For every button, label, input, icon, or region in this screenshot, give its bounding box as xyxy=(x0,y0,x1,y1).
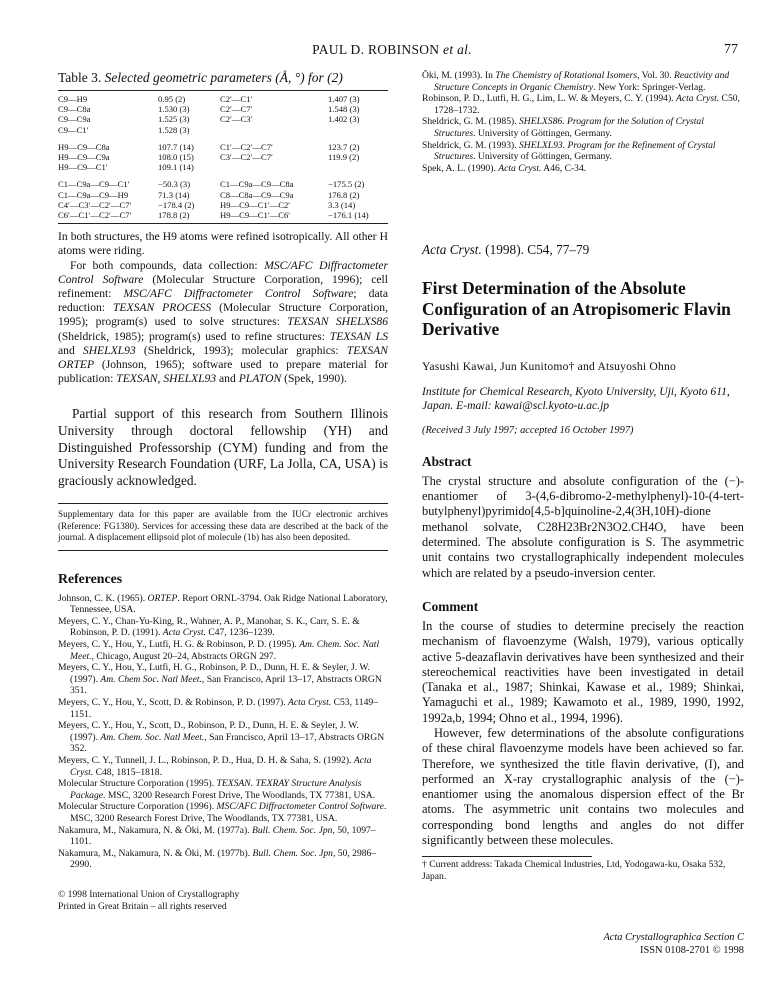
journal-citation xyxy=(422,242,744,258)
table-group-gap xyxy=(58,172,388,179)
footnote-text: † Current address: Takada Chemical Industries, Ltd, Yodogawa-ku, Osaka 532, Japan. xyxy=(422,859,726,882)
parameter-value: 178.8 (2) xyxy=(158,210,190,221)
acknowledgement: Partial support of this research from Southern Illinois University through doctoral fellowship (YH) and Distinguished Professorship (CYM) funding and from the University Research Foundation (URF, La Jolla, CA, USA) is graciously acknowledged. xyxy=(58,406,388,488)
parameter-value: −176.1 (14) xyxy=(328,210,369,221)
parameter-value: 176.8 (2) xyxy=(328,189,360,200)
copyright-line: © 1998 International Union of Crystallography xyxy=(58,888,240,900)
parameter-value xyxy=(328,125,388,135)
parameter-value: 123.7 (2) xyxy=(328,141,360,152)
reference-item: Johnson, C. K. (1965). ORTEP. Report ORNL-3794. Oak Ridge National Laboratory, Tennessee, USA. xyxy=(58,592,388,616)
copyright-block xyxy=(58,889,388,913)
parameter-value: 119.9 (2) xyxy=(328,152,360,163)
table-row xyxy=(58,142,388,152)
references-list xyxy=(58,593,388,871)
running-title-suffix: et al. xyxy=(443,42,472,57)
parameter-label xyxy=(220,125,328,135)
table-row xyxy=(58,190,388,200)
parameter-value: 1.530 (3) xyxy=(158,104,190,115)
parameter-value: −50.3 (3) xyxy=(158,179,191,190)
parameter-label: C3′—C2′—C7′ xyxy=(220,152,273,163)
parameter-label: C9—C8a xyxy=(58,104,91,115)
abstract-heading: Abstract xyxy=(422,453,472,469)
parameter-label xyxy=(220,162,328,172)
reference-item: Meyers, C. Y., Hou, Y., Lutfi, H. G., Robinson, P. D., Dunn, H. E. & Seyler, J. W. (1997). Am. Chem Soc. Natl Meet., San Francisco, April 13–17, Abstracts ORGN 351. xyxy=(58,662,382,697)
parameter-label: C6′—C1′—C2′—C7′ xyxy=(58,210,132,221)
parameter-value: −178.4 (2) xyxy=(158,199,195,210)
parameter-value: 3.3 (14) xyxy=(328,199,356,210)
left-column xyxy=(58,70,388,913)
table-row xyxy=(58,125,388,135)
parameter-value: −175.5 (2) xyxy=(328,179,365,190)
reference-item: Spek, A. L. (1990). Acta Cryst. A46, C-34. xyxy=(422,162,587,174)
supplementary-note: Supplementary data for this paper are available from the IUCr electronic archives (Reference: FG1380). Services for accessing these data are described at the back of the journal. A displacement ellipsoid plot of molecule (1b) has also been deposited. xyxy=(58,503,388,550)
reference-item: Molecular Structure Corporation (1995). TEXSAN. TEXRAY Structure Analysis Package. MSC, 3200 Research Forest Drive, The Woodlands, TX 77381, USA. xyxy=(58,778,376,801)
parameter-label: H9—C9—C1′—C2′ xyxy=(220,199,291,210)
reference-item: Sheldrick, G. M. (1985). SHELXS86. Program for the Solution of Crystal Structures. University of Göttingen, Germany. xyxy=(422,116,704,139)
printed-line: Printed in Great Britain – all rights reserved xyxy=(58,900,227,912)
parameter-label: H9—C9—C9a xyxy=(58,152,110,163)
parameter-label: C1′—C2′—C7′ xyxy=(220,141,273,152)
parameter-value: 109.1 (14) xyxy=(158,162,194,173)
table-row xyxy=(58,114,388,124)
reference-item: Molecular Structure Corporation (1996). MSC/AFC Diffractometer Control Software. MSC, 3200 Research Forest Drive, The Woodlands, TX 77381, USA. xyxy=(58,801,387,824)
parameter-label: C2′—C7′ xyxy=(220,104,253,115)
parameter-value xyxy=(328,162,388,172)
table-bottom-rule xyxy=(58,223,388,224)
article-affiliation: Institute for Chemical Research, Kyoto University, Uji, Kyoto 611, Japan. E-mail: kawai@scl.kyoto-u.ac.jp xyxy=(422,384,730,412)
table-3-title xyxy=(58,70,388,86)
table-row xyxy=(58,200,388,210)
parameter-value: 1.407 (3) xyxy=(328,94,360,104)
reference-item: Meyers, C. Y., Chan-Yu-King, R., Wahner, A. P., Manohar, S. K., Carr, S. E. & Robinson, P. D. (1991). Acta Cryst. C47, 1236–1239. xyxy=(58,615,360,639)
running-header xyxy=(0,42,784,58)
parameter-value: 107.7 (14) xyxy=(158,141,194,152)
comment-paragraph-2: However, few determinations of the absolute configurations of these chiral flavoenzyme models have been achieved so far. Therefore, we synthesized the title flavin derivative, (I), and performed an X-ray crystallographic analysis of the (−)-enantiomer using the anomalous dispersion effect of the Br atoms. The asymmetric unit contains two molecules and corresponding bond lengths and angles do not differ significantly between these molecules. xyxy=(422,726,744,848)
received-dates: (Received 3 July 1997; accepted 16 October 1997) xyxy=(422,424,634,436)
journal-volume: (1998). C54, 77–79 xyxy=(481,242,590,258)
parameter-label: C9—C9a xyxy=(58,114,91,125)
references-heading: References xyxy=(58,570,123,586)
table-row xyxy=(58,104,388,114)
geometry-table xyxy=(58,94,388,220)
refinement-note: In both structures, the H9 atoms were refined isotropically. All other H atoms were riding. xyxy=(58,230,388,258)
right-column xyxy=(422,70,744,883)
reference-item: Meyers, C. Y., Hou, Y., Scott, D., Robinson, P. D., Dunn, H. E. & Seyler, J. W. (1997). Am. Chem. Soc. Natl Meet., San Francisco, April 13–17, Abstracts ORGN 352. xyxy=(58,720,385,755)
parameter-label: C9—C1′ xyxy=(58,124,89,135)
parameter-value: 1.402 (3) xyxy=(328,114,360,125)
table-row xyxy=(58,210,388,220)
reference-item: Meyers, C. Y., Hou, Y., Lutfi, H. G. & Robinson, P. D. (1995). Am. Chem. Soc. Natl Meet., Chicago, August 20–24, Abstracts ORGN 297. xyxy=(58,639,380,662)
comment-heading: Comment xyxy=(422,598,479,614)
table-row xyxy=(58,94,388,104)
parameter-label: C8—C8a—C9—C9a xyxy=(220,189,294,200)
table-row xyxy=(58,162,388,172)
parameter-value: 108.0 (15) xyxy=(158,152,194,163)
parameter-label: H9—C9—C1′—C6′ xyxy=(220,210,291,221)
parameter-label: C4′—C3′—C2′—C7′ xyxy=(58,199,132,210)
parameter-value: 71.3 (14) xyxy=(158,189,190,200)
parameter-label: H9—C9—C1′ xyxy=(58,162,108,173)
software-paragraph: For both compounds, data collection: MSC/AFC Diffractometer Control Software (Molecular Structure Corporation, 1996); cell refinement: MSC/AFC Diffractometer Control Software; data reduction: TEXSAN PROCESS (Molecular Structure Corporation, 1995); program(s) used to solve structures: TEXSAN SHELXS86 (Sheldrick, 1985); program(s) used to refine structures: TEXSAN LS and SHELXL93 (Sheldrick, 1993); molecular graphics: TEXSAN ORTEP (Johnson, 1965); software used to prepare material for publication: TEXSAN, SHELXL93 and PLATON (Spek, 1990). xyxy=(58,258,388,386)
parameter-label: C1—C9a—C9—H9 xyxy=(58,189,129,200)
table-3-caption: Selected geometric parameters (Å, °) for (2) xyxy=(104,70,343,85)
parameter-label: H9—C9—C8a xyxy=(58,141,110,152)
reference-item: Nakamura, M., Nakamura, N. & Ōki, M. (1977b). Bull. Chem. Soc. Jpn, 50, 2986–2990. xyxy=(58,847,377,871)
footnote xyxy=(422,856,726,882)
table-row xyxy=(58,152,388,162)
article-authors: Yasushi Kawai, Jun Kunitomo† and Atsuyoshi Ohno xyxy=(422,359,676,373)
comment-paragraph-1: In the course of studies to determine precisely the reaction mechanism of flavoenzyme (Walsh, 1979), various optically active 5-deazaflavin derivatives have been synthesized and their stereochemical reactivities have been investigated in detail (Tanaka et al., 1987; Shinkai, Kawase et al., 1989; Shinkai, Yamaguchi et al., 1989; Kawamoto et al., 1989, 1990, 1992, 1992a,b, 1994; Ohno et al., 1994, 1996). xyxy=(422,618,744,725)
journal-name: Acta Cryst. xyxy=(422,242,482,258)
table-3-label: Table 3. xyxy=(58,70,102,85)
reference-item: Sheldrick, G. M. (1993). SHELXL93. Program for the Refinement of Crystal Structures. University of Göttingen, Germany. xyxy=(422,139,716,163)
table-row xyxy=(58,179,388,189)
reference-item: Ōki, M. (1993). In The Chemistry of Rotational Isomers, Vol. 30. Reactivity and Structure Concepts in Organic Chemistry. New York: Springer-Verlag. xyxy=(422,70,730,93)
table-top-rule xyxy=(58,90,388,91)
parameter-label: C9—H9 xyxy=(58,94,88,104)
abstract-text: The crystal structure and absolute configuration of the (−)-enantiomer of 3-(4,6-dibromo-2-methylphenyl)-10-(4-tert-butylphenyl)pyrimido[4,5-b]quinoline-2,4(3H,10H)-dione methanol solvate, C28H23Br2N3O2.CH4O, have been determined. The absolute configuration is S. The asymmetric unit contains two crystallographically independent molecules which are related by a pseudo-inversion center. xyxy=(422,473,744,580)
parameter-value: 1.528 (3) xyxy=(158,124,190,135)
journal-footer xyxy=(603,932,744,957)
parameter-label: C1—C9a—C9—C8a xyxy=(220,179,294,190)
article-title: First Determination of the Absolute Configuration of an Atropisomeric Flavin Derivative xyxy=(422,278,731,340)
page-number: 77 xyxy=(724,42,738,57)
parameter-value: 1.525 (3) xyxy=(158,114,190,125)
reference-item: Nakamura, M., Nakamura, N. & Ōki, M. (1977a). Bull. Chem. Soc. Jpn, 50, 1097–1101. xyxy=(58,824,376,848)
parameter-label: C2′—C1′ xyxy=(220,94,253,104)
parameter-value: 1.548 (3) xyxy=(328,104,360,115)
issn-line: ISSN 0108-2701 © 1998 xyxy=(639,944,744,956)
parameter-label: C2′—C3′ xyxy=(220,114,253,125)
parameter-label: C1—C9a—C9—C1′ xyxy=(58,179,130,190)
reference-item: Robinson, P. D., Lutfi, H. G., Lim, L. W. & Meyers, C. Y. (1994). Acta Cryst. C50, 1728–1732. xyxy=(422,93,740,116)
table-group-gap xyxy=(58,135,388,142)
parameter-value: 0.95 (2) xyxy=(158,94,186,104)
reference-item: Meyers, C. Y., Hou, Y., Scott, D. & Robinson, P. D. (1997). Acta Cryst. C53, 1149–1151. xyxy=(58,697,378,720)
references-list-continued xyxy=(422,70,744,174)
reference-item: Meyers, C. Y., Tunnell, J. L., Robinson, P. D., Hua, D. H. & Saha, S. (1992). Acta Cryst. C48, 1815–1818. xyxy=(58,754,372,778)
journal-section: Acta Crystallographica Section C xyxy=(603,932,744,943)
running-title: PAUL D. ROBINSON xyxy=(312,42,440,57)
